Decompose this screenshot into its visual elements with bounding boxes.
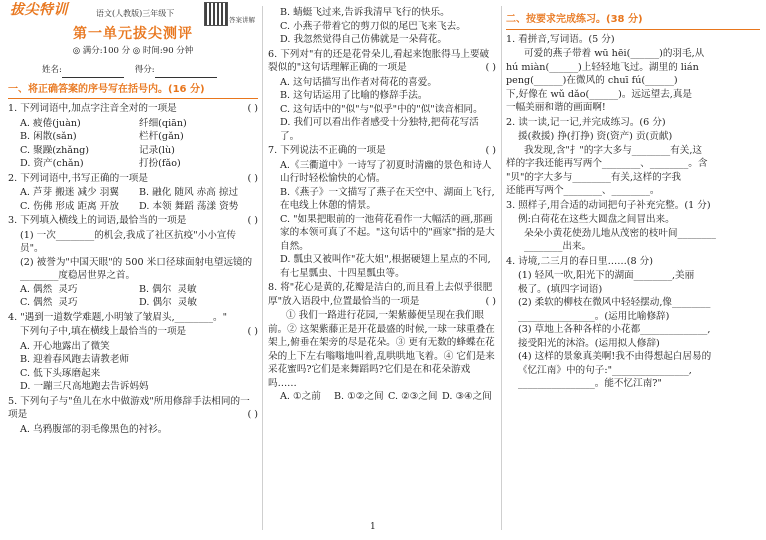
s2q2-line-1: 我发现,含"扌"的字大多与________有关,这 — [524, 144, 703, 156]
q1-options-d: D. 资产(chǎn) 打扮(fǎo) — [20, 158, 181, 169]
s2q4-line-9: ________________。能不忆江南?" — [518, 378, 662, 389]
q4-option-a: A. 开心地露出了微笑 — [20, 340, 110, 352]
q5-option-d: D. 我忽然觉得自己仿佛就是一朵荷花。 — [280, 34, 447, 45]
q5-option-c: C. 小燕子带着它的剪刀似的尾巴飞来飞去。 — [280, 20, 466, 32]
s2-question-2: 2. 读一读,记一记,并完成练习。(6 分) — [506, 116, 666, 128]
q5-option-a: A. 乌鸦腹部的羽毛像黑色的衬衫。 — [20, 423, 168, 435]
qr-caption: 答案讲解 — [229, 16, 255, 24]
column-divider-2 — [501, 6, 502, 530]
s2q1-line-3: peng(______)在微风的 chuī fú(______) — [506, 75, 678, 86]
q1-options-c: C. 聚躁(zhǎng) 记录(lù) — [20, 144, 175, 156]
header — [8, 0, 258, 26]
q7-option-a: A.《三衢道中》一诗写了初夏时清幽的景色和诗人山行时轻松愉快的心情。 — [280, 159, 492, 184]
answer-paren-5[interactable]: ( ) — [247, 409, 258, 420]
q6-option-d: D. 我们可以看出作者感受十分独特,把荷花写活了。 — [280, 117, 479, 142]
answer-paren-2[interactable]: ( ) — [247, 172, 258, 184]
s2-question-3: 3. 照样子,用合适的动词把句子补充完整。(1 分) — [506, 199, 711, 211]
question-5: 5. 下列句子与"鱼儿在水中做游戏"所用修辞手法相同的一项是 ( ) — [8, 395, 258, 420]
s2q3-example: 例:白荷花在这些大圆盘之间冒出来。 — [518, 214, 675, 225]
answer-paren-1[interactable]: ( ) — [247, 103, 258, 114]
q4-option-c: C. 低下头琢磨起来 — [20, 367, 101, 379]
q2-options-ab: A. 芦芽 搬迷 减少 羽翼 B. 融化 随风 赤高 掠过 — [20, 187, 239, 198]
section-1-title: 一、将正确答案的序号写在括号内。(16 分) — [8, 83, 258, 100]
page-title: 第一单元拔尖测评 — [73, 26, 193, 42]
page-number: 1 — [370, 522, 376, 532]
s2q1-line-5: 一幅美丽和谐的画面啊! — [506, 102, 606, 113]
answer-paren-7[interactable]: ( ) — [485, 145, 496, 156]
name-field[interactable] — [62, 67, 124, 78]
q2-options-cd: C. 伤佛 形成 距离 开放 D. 本领 舞蹈 荡漾 资势 — [20, 200, 239, 212]
q6-option-b: B. 这句话运用了比喻的修辞手法。 — [280, 90, 428, 101]
q6-option-a: A. 这句话描写出作者对荷花的喜爱。 — [280, 76, 437, 88]
q1-options-ab: A. 疲倦(juàn) 纤细(qiān) — [20, 117, 187, 129]
s2q2-line-3: "贝"的字大多与________有关,这样的字我 — [506, 171, 681, 183]
question-2: 2. 下列词语中,书写正确的一项是 ( ) — [8, 172, 258, 184]
s2q4-line-4: ________________。(运用比喻修辞) — [518, 310, 670, 322]
s2q1-line-4: 下,好像在 wǔ dǎo(______)。远远望去,真是 — [506, 88, 693, 100]
s2q4-line-2: 极了。(填四字词语) — [518, 283, 603, 295]
subject-label: 语文(人教版)三年级下 — [96, 9, 175, 18]
q3-sentence-1: (1) 一次________的机会,我成了社区抗疫"小小宣传员"。 — [20, 229, 236, 254]
q3-options-ab: A. 偶然 灵巧 B. 偶尔 灵敏 — [20, 283, 197, 295]
s2q4-line-3: (2) 柔软的柳枝在微风中轻轻摆动,像________ — [518, 297, 711, 308]
answer-paren-8[interactable]: ( ) — [485, 295, 496, 307]
score-label: 得分: — [134, 65, 155, 75]
name-score-row — [42, 64, 258, 78]
s2q4-line-6: 接受阳光的沐浴。(运用拟人修辞) — [518, 337, 660, 349]
answer-paren-6[interactable]: ( ) — [485, 62, 496, 73]
q7-option-d: D. 瓢虫又被叫作"花大姐",根据硬翅上星点的不同,有七星瓢虫、十四星瓢虫等。 — [280, 254, 491, 279]
q7-option-c: C. "如果把眼前的一池荷花看作一大幅活的画,那画家的本领可真了不起。"这句话中的"画家"指的是大自然。 — [280, 213, 495, 252]
qr-code-icon — [204, 2, 228, 26]
answer-paren-4[interactable]: ( ) — [247, 326, 258, 337]
name-label: 姓名: — [42, 65, 62, 75]
column-right — [506, 8, 760, 391]
question-1: 1. 下列词语中,加点字注音全对的一项是 ( ) — [8, 103, 258, 114]
q5-option-b: B. 蜻蜓飞过来,告诉我清早飞行的快乐。 — [280, 7, 450, 18]
score-field[interactable] — [155, 67, 217, 78]
column-divider — [262, 6, 263, 530]
s2q3-line-2: ________出来。 — [524, 241, 592, 252]
q4-instruction: 下列句子中,填在横线上最恰当的一项是 ( ) — [20, 326, 258, 337]
q6-option-c: C. 这句话中的"似"与"似乎"中的"似"读音相同。 — [280, 103, 483, 115]
exam-meta: ◎ 满分:100 分 ◎ 时间:90 分钟 — [72, 45, 194, 56]
s2q2-line-2: 样的字我还能再写两个________、________。含 — [506, 158, 708, 169]
s2q2-line-4: 还能再写两个________、________。 — [506, 185, 660, 196]
q3-options-cd: C. 偶然 灵巧 D. 偶尔 灵敏 — [20, 297, 197, 308]
q7-option-b: B.《燕子》一文描写了燕子在天空中、湖面上飞行,在电线上休憩的情景。 — [280, 186, 495, 211]
s2-question-4: 4. 诗境,二三月的春日里……(8 分) — [506, 255, 654, 267]
s2q4-line-8: 《忆江南》中的句子:"________________, — [518, 364, 692, 376]
s2q1-line-1: 可爱的燕子带着 wū hēi(______)的羽毛,从 — [524, 48, 705, 59]
column-left — [8, 0, 258, 436]
answer-paren-3[interactable]: ( ) — [247, 215, 258, 226]
s2-question-1: 1. 看拼音,写词语。(5 分) — [506, 33, 615, 45]
q4-option-d: D. 一蹦三尺高地跑去告诉妈妈 — [20, 381, 149, 392]
question-7: 7. 下列说法不正确的一项是 ( ) — [268, 145, 496, 156]
question-4: 4. "遇到一道数学难题,小明皱了皱眉头,________。" — [8, 311, 228, 323]
column-middle — [268, 6, 496, 404]
q8-passage: ① 我们一路进行花园,一架紫藤便呈现在我们眼前。② 这架紫藤正是开花最盛的时候,一球一球重叠在架上,俯垂在架旁的尽是花朵。③ 更有无数的蜂蝶在花朵的上下左右嗡嗡地叫着,乱哄哄地飞着。④ 它们是来采花蜜吗?它们是来舞蹈吗?它们是在和花朵游戏吗…… — [268, 310, 495, 389]
question-3: 3. 下列填入横线上的词语,最恰当的一项是 ( ) — [8, 215, 258, 226]
brand-logo: 拔尖特训 — [10, 2, 68, 18]
s2q4-line-5: (3) 草地上各种各样的小花都______________, — [518, 324, 711, 335]
s2q4-line-7: (4) 这样的景象真美啊!我不由得想起白居易的 — [518, 351, 712, 362]
question-6: 6. 下列对"有的还是花骨朵儿,看起来饱胀得马上要破裂似的"这句话理解正确的一项是 ( ) — [268, 48, 496, 73]
q1-options-b: B. 闲散(sǎn) 栏杆(gǎn) — [20, 131, 184, 142]
q3-sentence-2: (2) 被誉为"中国天眼"的 500 米口径球面射电望远镜的________度稳居世界之首。 — [20, 256, 253, 281]
section-2-title: 二、按要求完成练习。(38 分) — [506, 13, 760, 30]
q4-option-b: B. 迎着春风跑去请教老师 — [20, 354, 130, 365]
s2q1-line-2: hú miàn(______)上轻轻地飞过。湖里的 lián — [506, 61, 699, 73]
question-8: 8. 将"花心是黄的,花瓣是洁白的,而且看上去似乎很肥厚"放入语段中,位置最恰当的一项是 ( ) — [268, 282, 496, 307]
s2q3-line-1: 朵朵小黄花使劲儿地从茂密的枝叶间________ — [524, 227, 716, 239]
s2q2-words: 援(救援) 挣(打挣) 资(资产) 贡(贡献) — [518, 131, 673, 142]
s2q4-line-1: (1) 轻风一吹,阳光下的湖面________,美丽 — [518, 270, 695, 281]
q8-options: A. ①之前 B. ①②之间 C. ②③之间 D. ③④之间 — [280, 391, 492, 402]
